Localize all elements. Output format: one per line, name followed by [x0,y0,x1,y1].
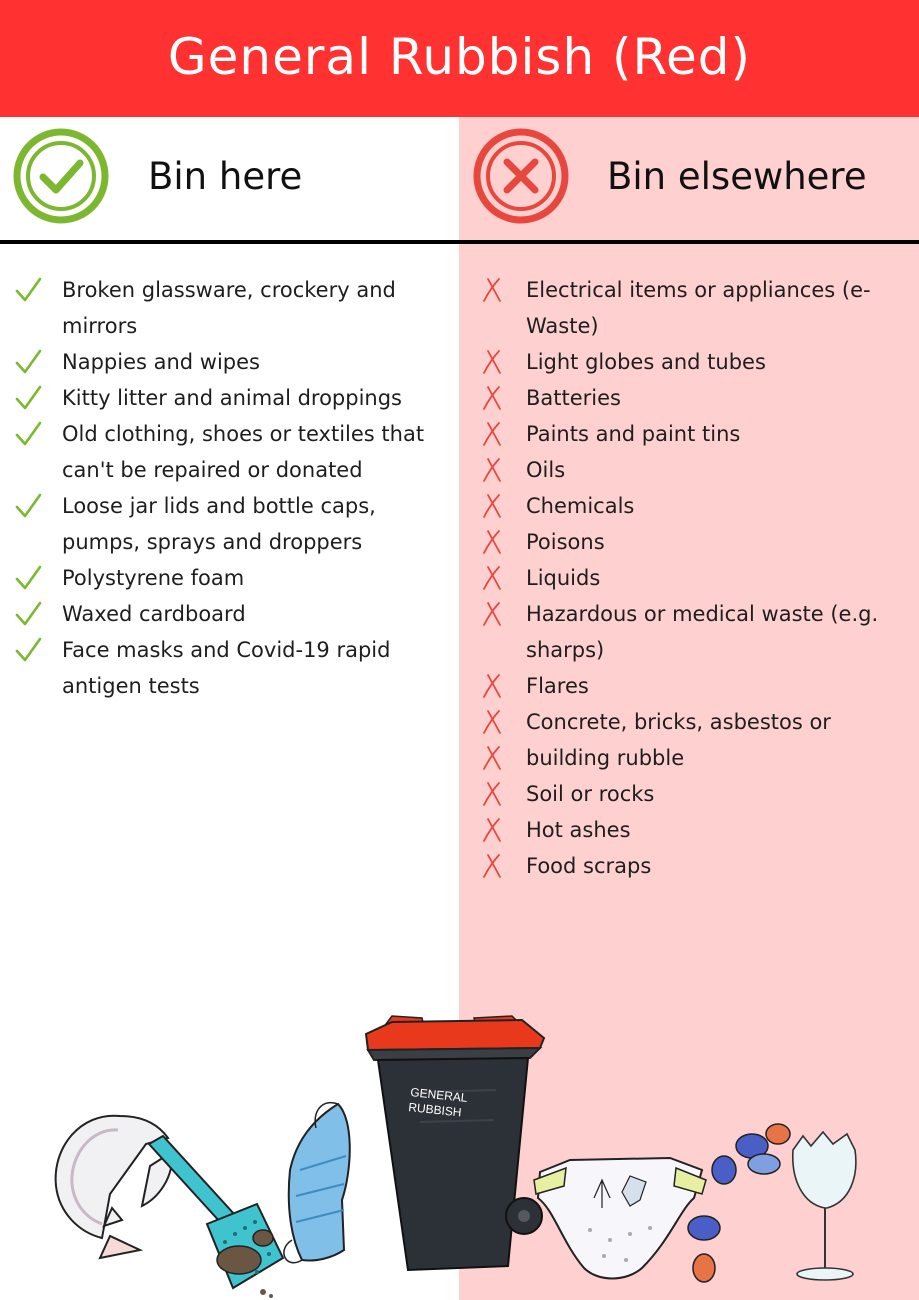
cross-icon [478,744,506,772]
bottle-caps-illustration [686,1116,796,1290]
list-item-label: Concrete, bricks, asbestos or [526,710,831,734]
bin-here-heading: Bin here [148,155,303,198]
list-item-label: Oils [526,458,566,482]
list-item-label: Hot ashes [526,818,631,842]
litter-scoop-illustration [145,1130,285,1300]
wine-glass-illustration [785,1128,865,1286]
cross-icon [478,600,506,628]
list-item-label: Electrical items or appliances (e-Waste) [526,278,871,338]
list-item [14,596,444,632]
cross-circle-icon [472,127,570,225]
bin-here-header [0,117,459,241]
check-icon [14,600,42,628]
cross-icon [478,348,506,376]
nappy-illustration [530,1150,710,1285]
check-icon [14,564,42,592]
list-item [478,488,898,524]
list-item-label: Face masks and Covid-19 rapid antigen tests [62,638,391,698]
list-item [14,488,444,560]
list-item [478,596,898,668]
list-item-label: Soil or rocks [526,782,655,806]
page-header [0,0,919,117]
cross-icon [478,852,506,880]
bin-here-list [14,272,444,704]
list-item [478,344,898,380]
wheelie-bin-illustration [362,1012,547,1284]
list-item-label: Light globes and tubes [526,350,766,374]
list-item [14,632,444,704]
list-item-label: Polystyrene foam [62,566,245,590]
header-divider [0,240,919,244]
cross-icon [478,276,506,304]
list-item-label: Batteries [526,386,621,410]
list-item [14,380,444,416]
list-item [14,272,444,344]
list-item-label: Nappies and wipes [62,350,260,374]
cross-icon [478,708,506,736]
face-mask-illustration [272,1100,362,1270]
list-item-label: building rubble [526,746,685,770]
cross-icon [478,564,506,592]
list-item-label: Waxed cardboard [62,602,246,626]
cross-icon [478,672,506,700]
list-item [478,812,898,848]
list-item [478,740,898,776]
list-item [14,344,444,380]
cross-icon [478,384,506,412]
list-item [478,668,898,704]
list-item [478,524,898,560]
list-item-label: Paints and paint tins [526,422,741,446]
list-item-label: Old clothing, shoes or textiles that can't be repaired or donated [62,422,425,482]
list-item-label: Broken glassware, crockery and mirrors [62,278,396,338]
list-item [478,452,898,488]
list-item-label: Liquids [526,566,601,590]
bin-elsewhere-header [459,117,919,241]
list-item [478,560,898,596]
bin-elsewhere-list [478,272,898,884]
list-item-label: Loose jar lids and bottle caps, pumps, sprays and droppers [62,494,376,554]
cross-icon [478,528,506,556]
check-icon [14,492,42,520]
list-item [478,272,898,344]
cross-icon [478,816,506,844]
check-icon [14,384,42,412]
svg-text:RUBBISH: RUBBISH [407,1100,463,1120]
svg-text:GENERAL: GENERAL [409,1085,469,1105]
list-item-label: Flares [526,674,589,698]
list-item [14,416,444,488]
cross-icon [478,456,506,484]
check-icon [14,348,42,376]
cross-icon [478,420,506,448]
check-icon [14,420,42,448]
list-item-label: Food scraps [526,854,652,878]
check-circle-icon [12,127,110,225]
list-item-label: Kitty litter and animal droppings [62,386,402,410]
cross-icon [478,492,506,520]
list-item [14,560,444,596]
list-item [478,416,898,452]
list-item [478,704,898,740]
page-title: General Rubbish (Red) [167,27,752,86]
list-item-label: Poisons [526,530,605,554]
check-icon [14,636,42,664]
list-item [478,776,898,812]
list-item [478,848,898,884]
cross-icon [478,780,506,808]
list-item-label: Hazardous or medical waste (e.g. sharps) [526,602,879,662]
list-item [478,380,898,416]
list-item-label: Chemicals [526,494,635,518]
check-icon [14,276,42,304]
bin-elsewhere-heading: Bin elsewhere [607,155,867,198]
